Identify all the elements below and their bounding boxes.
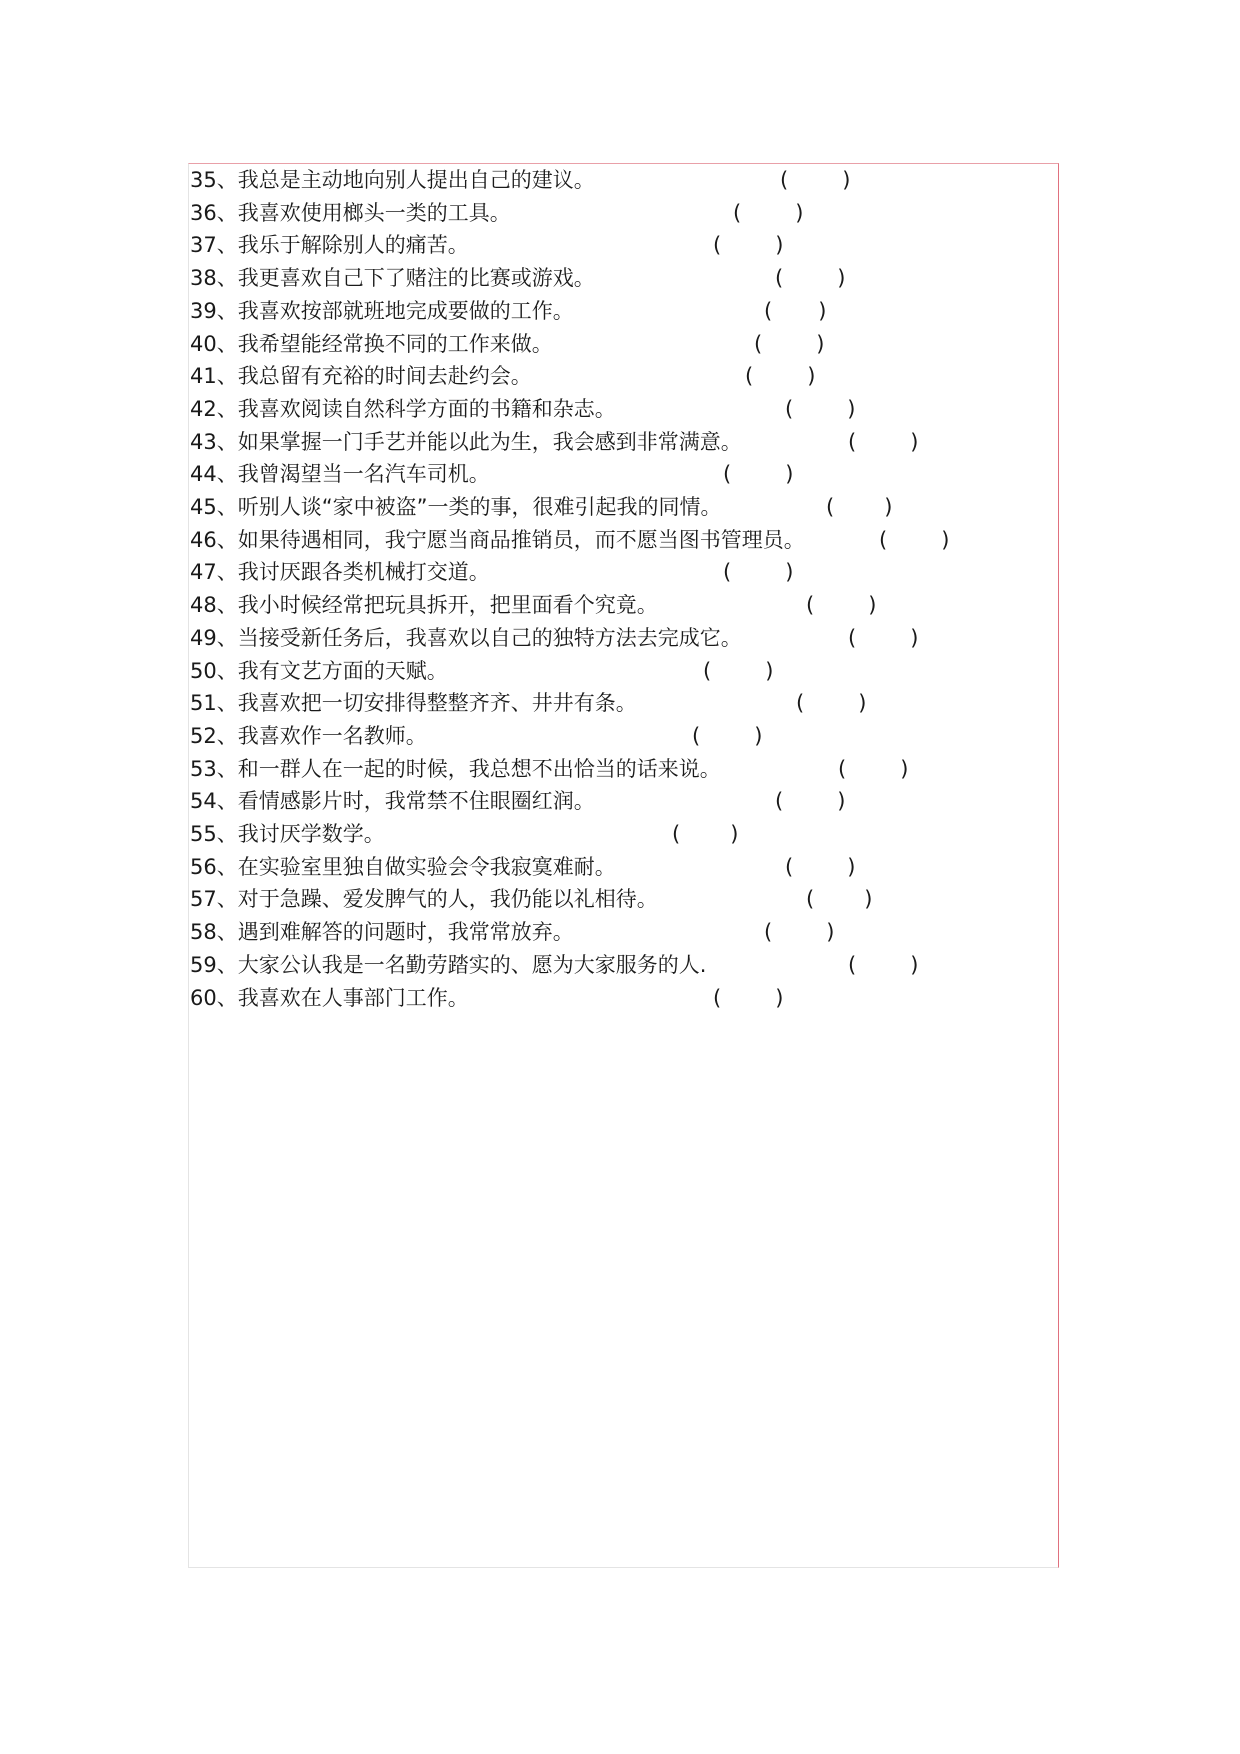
open-paren: (: [780, 168, 789, 192]
answer-brackets[interactable]: [703, 655, 773, 687]
question-text: 49、当接受新任务后，我喜欢以自己的独特方法去完成它。: [190, 626, 742, 650]
close-paren: ): [864, 887, 873, 911]
answer-brackets[interactable]: [796, 687, 866, 719]
close-paren: ): [910, 953, 919, 977]
question-text: 41、我总留有充裕的时间去赴约会。: [190, 364, 532, 388]
answer-brackets[interactable]: [764, 916, 834, 948]
close-paren: ): [765, 659, 774, 683]
answer-brackets[interactable]: [879, 524, 949, 556]
answer-brackets[interactable]: [745, 360, 815, 392]
close-paren: ): [941, 528, 950, 552]
answer-brackets[interactable]: [826, 491, 892, 523]
open-paren: (: [848, 430, 857, 454]
question-text: 47、我讨厌跟各类机械打交道。: [190, 560, 490, 584]
answer-brackets[interactable]: [692, 720, 762, 752]
close-paren: ): [847, 397, 856, 421]
open-paren: (: [745, 364, 754, 388]
open-paren: (: [838, 757, 847, 781]
open-paren: (: [848, 953, 857, 977]
open-paren: (: [826, 495, 835, 519]
answer-brackets[interactable]: [806, 589, 876, 621]
close-paren: ): [816, 332, 825, 356]
answer-brackets[interactable]: [848, 426, 918, 458]
answer-brackets[interactable]: [806, 883, 872, 915]
open-paren: (: [703, 659, 712, 683]
question-text: 40、我希望能经常换不同的工作来做。: [190, 332, 553, 356]
close-paren: ): [847, 855, 856, 879]
open-paren: (: [806, 887, 815, 911]
open-paren: (: [806, 593, 815, 617]
question-text: 43、如果掌握一门手艺并能以此为生，我会感到非常满意。: [190, 430, 742, 454]
question-text: 48、我小时候经常把玩具拆开，把里面看个究竟。: [190, 593, 658, 617]
close-paren: ): [785, 462, 794, 486]
open-paren: (: [879, 528, 888, 552]
close-paren: ): [858, 691, 867, 715]
question-text: 60、我喜欢在人事部门工作。: [190, 986, 469, 1010]
question-text: 39、我喜欢按部就班地完成要做的工作。: [190, 299, 574, 323]
question-text: 52、我喜欢作一名教师。: [190, 724, 427, 748]
open-paren: (: [733, 201, 742, 225]
open-paren: (: [785, 397, 794, 421]
question-text: 59、大家公认我是一名勤劳踏实的、愿为大家服务的人.: [190, 953, 707, 977]
close-paren: ): [754, 724, 763, 748]
open-paren: (: [723, 462, 732, 486]
answer-brackets[interactable]: [838, 753, 908, 785]
close-paren: ): [868, 593, 877, 617]
answer-brackets[interactable]: [764, 295, 826, 327]
answer-brackets[interactable]: [713, 229, 783, 261]
question-text: 37、我乐于解除别人的痛苦。: [190, 233, 469, 257]
open-paren: (: [672, 822, 681, 846]
answer-brackets[interactable]: [775, 785, 845, 817]
question-text: 45、听别人谈“家中被盗”一类的事，很难引起我的同情。: [190, 495, 722, 519]
close-paren: ): [910, 626, 919, 650]
answer-brackets[interactable]: [713, 982, 783, 1014]
question-text: 36、我喜欢使用榔头一类的工具。: [190, 201, 511, 225]
question-text: 58、遇到难解答的问题时，我常常放弃。: [190, 920, 574, 944]
question-text: 44、我曾渴望当一名汽车司机。: [190, 462, 490, 486]
close-paren: ): [826, 920, 835, 944]
close-paren: ): [884, 495, 893, 519]
open-paren: (: [713, 986, 722, 1010]
answer-brackets[interactable]: [723, 458, 793, 490]
close-paren: ): [900, 757, 909, 781]
answer-brackets[interactable]: [848, 622, 918, 654]
close-paren: ): [775, 986, 784, 1010]
question-text: 38、我更喜欢自己下了赌注的比赛或游戏。: [190, 266, 595, 290]
answer-brackets[interactable]: [848, 949, 918, 981]
close-paren: ): [837, 266, 846, 290]
question-text: 54、看情感影片时，我常禁不住眼圈红润。: [190, 789, 595, 813]
open-paren: (: [796, 691, 805, 715]
open-paren: (: [723, 560, 732, 584]
answer-brackets[interactable]: [733, 197, 803, 229]
open-paren: (: [775, 789, 784, 813]
close-paren: ): [730, 822, 739, 846]
open-paren: (: [692, 724, 701, 748]
answer-brackets[interactable]: [775, 262, 845, 294]
close-paren: ): [775, 233, 784, 257]
close-paren: ): [837, 789, 846, 813]
close-paren: ): [842, 168, 851, 192]
open-paren: (: [764, 299, 773, 323]
question-text: 50、我有文艺方面的天赋。: [190, 659, 448, 683]
question-text: 57、对于急躁、爱发脾气的人，我仍能以礼相待。: [190, 887, 658, 911]
open-paren: (: [848, 626, 857, 650]
close-paren: ): [818, 299, 827, 323]
question-text: 35、我总是主动地向别人提出自己的建议。: [190, 168, 595, 192]
question-text: 46、如果待遇相同，我宁愿当商品推销员，而不愿当图书管理员。: [190, 528, 805, 552]
open-paren: (: [764, 920, 773, 944]
open-paren: (: [754, 332, 763, 356]
close-paren: ): [807, 364, 816, 388]
answer-brackets[interactable]: [785, 851, 855, 883]
answer-brackets[interactable]: [754, 328, 824, 360]
question-text: 55、我讨厌学数学。: [190, 822, 385, 846]
open-paren: (: [775, 266, 784, 290]
open-paren: (: [713, 233, 722, 257]
answer-brackets[interactable]: [780, 164, 850, 196]
close-paren: ): [785, 560, 794, 584]
question-text: 51、我喜欢把一切安排得整整齐齐、井井有条。: [190, 691, 637, 715]
answer-brackets[interactable]: [672, 818, 738, 850]
close-paren: ): [910, 430, 919, 454]
question-text: 53、和一群人在一起的时候，我总想不出恰当的话来说。: [190, 757, 721, 781]
question-text: 42、我喜欢阅读自然科学方面的书籍和杂志。: [190, 397, 616, 421]
answer-brackets[interactable]: [723, 556, 793, 588]
answer-brackets[interactable]: [785, 393, 855, 425]
question-text: 56、在实验室里独自做实验会令我寂寞难耐。: [190, 855, 616, 879]
open-paren: (: [785, 855, 794, 879]
close-paren: ): [795, 201, 804, 225]
